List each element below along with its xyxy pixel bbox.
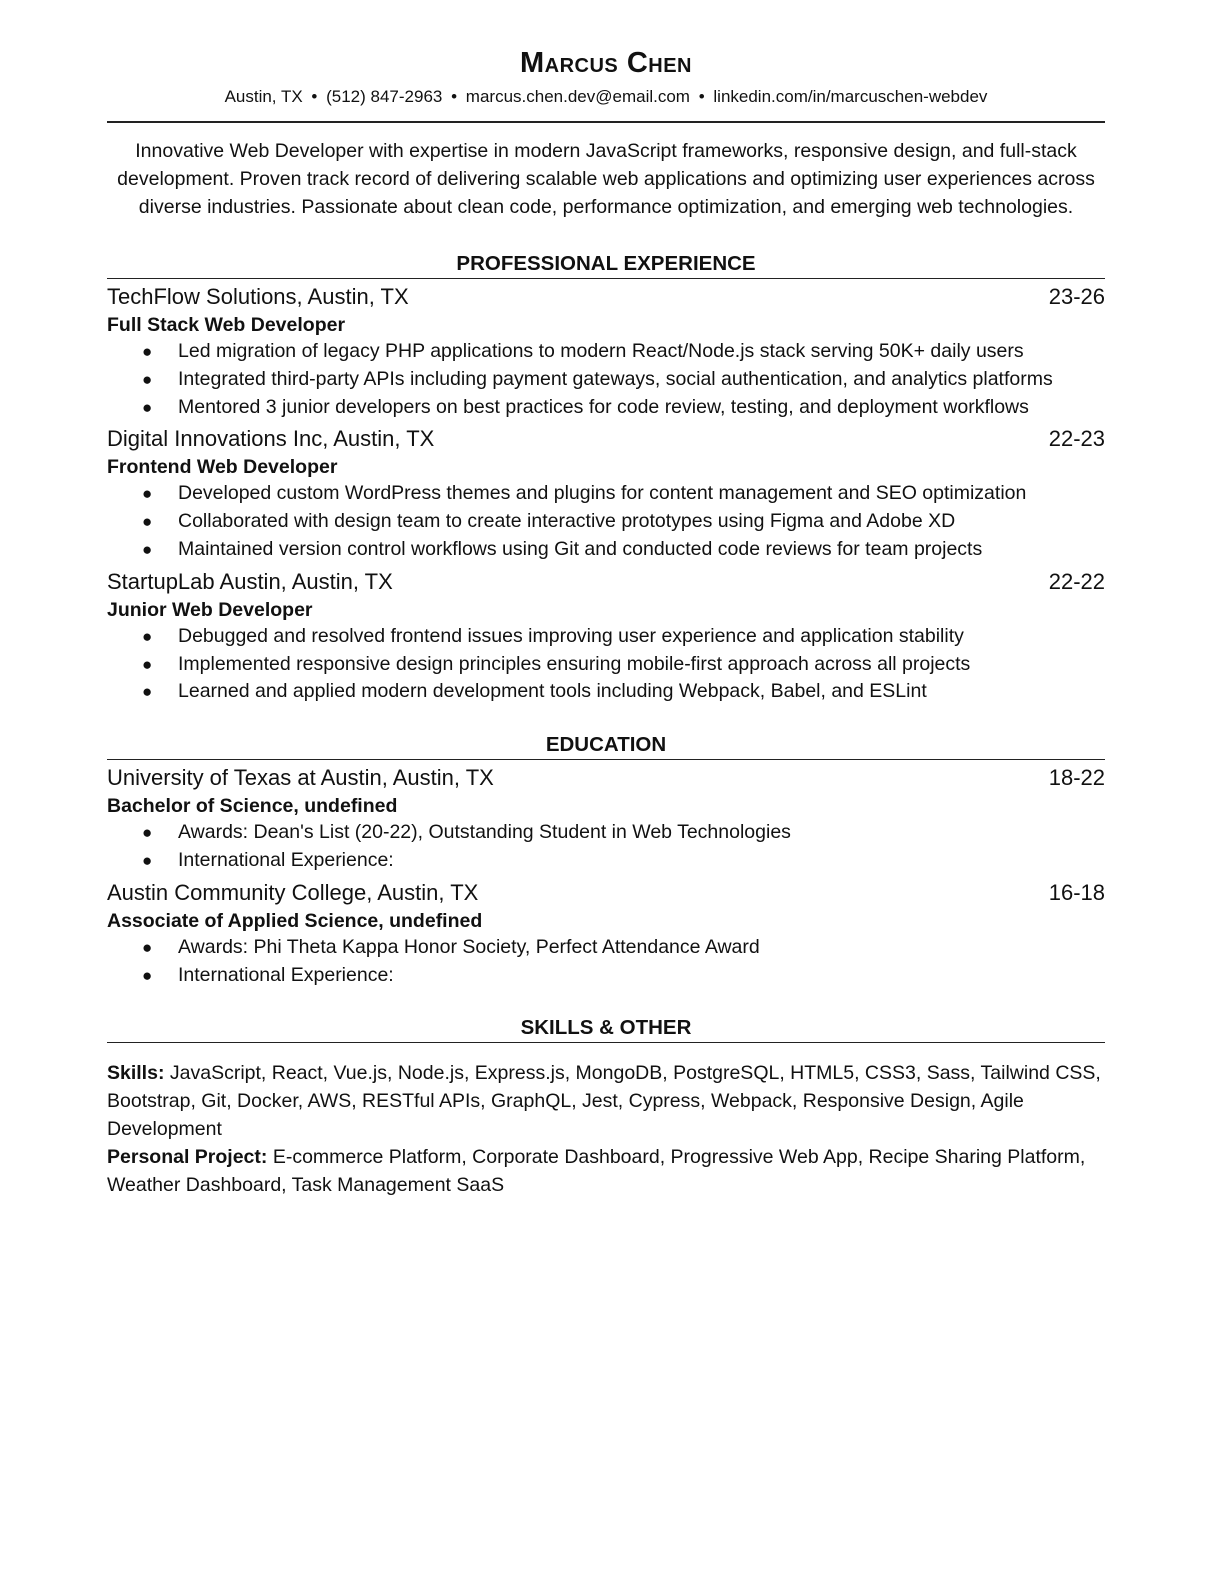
bullet-text: Led migration of legacy PHP applications to modern React/Node.js stack serving 50K+ daily users — [178, 340, 1024, 362]
employer: StartupLab Austin, Austin, TX — [107, 568, 393, 594]
bullet-text: Integrated third-party APIs including payment gateways, social authentication, and analytics platforms — [178, 367, 1053, 390]
bullet-list — [107, 480, 1105, 563]
bullet-list — [107, 623, 1105, 706]
job-title: Frontend Web Developer — [107, 456, 338, 479]
section-title-education: EDUCATION — [107, 732, 1105, 760]
bullet-text: Mentored 3 junior developers on best practices for code review, testing, and deployment workflows — [178, 395, 1029, 418]
bullet-icon: ● — [142, 397, 153, 417]
bullet-item — [107, 651, 1105, 679]
bullet-item — [107, 536, 1105, 564]
degree: Bachelor of Science, undefined — [107, 795, 398, 818]
bullet-text: Implemented responsive design principles ensuring mobile-first approach across all projects — [178, 652, 971, 675]
candidate-name: Marcus Chen — [520, 47, 692, 79]
bullet-list — [107, 819, 1105, 875]
degree: Associate of Applied Science, undefined — [107, 909, 483, 932]
bullet-item — [107, 678, 1105, 706]
bullet-item — [107, 847, 1105, 875]
contact-separator: • — [698, 87, 705, 106]
bullet-item — [107, 819, 1105, 847]
contact-line — [107, 85, 1105, 109]
contact-location: Austin, TX — [224, 87, 303, 106]
experience-entry — [107, 567, 1105, 706]
experience-entry — [107, 282, 1105, 421]
bullet-icon: ● — [142, 850, 153, 870]
bullet-text: Maintained version control workflows using Git and conducted code reviews for team projects — [178, 537, 983, 560]
bullet-text: International Experience: — [178, 963, 394, 986]
bullet-text: Debugged and resolved frontend issues improving user experience and application stability — [178, 624, 964, 647]
bullet-icon: ● — [142, 937, 153, 957]
header-divider — [107, 121, 1105, 123]
entry-header — [107, 878, 1105, 908]
entry-header — [107, 424, 1105, 454]
bullet-text: Awards: Dean's List (20-22), Outstanding Student in Web Technologies — [178, 821, 791, 844]
skills-text: JavaScript, React, Vue.js, Node.js, Express.js, MongoDB, PostgreSQL, HTML5, CSS3, Sass, Tailwind CSS, Bootstrap, Git, Docker, AWS, RESTful APIs, GraphQL, Jest, Cypress, Webpack, Responsive Design, Agile Development — [107, 1062, 1101, 1141]
job-title: Junior Web Developer — [107, 598, 313, 621]
skills-label: Skills: — [107, 1062, 165, 1085]
bullet-icon: ● — [142, 823, 153, 843]
bullet-item — [107, 623, 1105, 651]
bullet-icon: ● — [142, 512, 153, 532]
bullet-list — [107, 934, 1105, 990]
section-title-skills: SKILLS & OTHER — [107, 1015, 1105, 1043]
bullet-icon: ● — [142, 654, 153, 674]
professional-summary: Innovative Web Developer with expertise in modern JavaScript frameworks, responsive design, and full-stack development. Proven track record of delivering scalable web applications and optimizing user experiences across diverse industries. Passionate about clean code, performance optimization, and emerging web technologies. — [117, 140, 1095, 218]
contact-email: marcus.chen.dev@email.com — [465, 87, 690, 106]
bullet-icon: ● — [142, 626, 153, 646]
bullet-item — [107, 480, 1105, 508]
experience-entry — [107, 424, 1105, 563]
employer: Digital Innovations Inc, Austin, TX — [107, 426, 435, 452]
school: Austin Community College, Austin, TX — [107, 879, 479, 905]
bullet-item — [107, 934, 1105, 962]
bullet-item — [107, 962, 1105, 990]
bullet-item — [107, 508, 1105, 536]
bullet-icon: ● — [142, 342, 153, 361]
education-dates: 16-18 — [1048, 879, 1105, 905]
bullet-text: Developed custom WordPress themes and plugins for content management and SEO optimization — [178, 482, 1027, 505]
employment-dates: 22-23 — [1048, 426, 1105, 452]
bullet-text: Collaborated with design team to create interactive prototypes using Figma and Adobe XD — [178, 510, 956, 533]
bullet-text: Learned and applied modern development tools including Webpack, Babel, and ESLint — [178, 680, 927, 703]
employment-dates: 22-22 — [1048, 568, 1105, 594]
school: University of Texas at Austin, Austin, TX — [107, 765, 494, 791]
bullet-icon: ● — [142, 484, 153, 504]
bullet-item — [107, 366, 1105, 394]
contact-separator: • — [311, 87, 318, 106]
job-title: Full Stack Web Developer — [107, 314, 346, 336]
bullet-icon: ● — [142, 369, 153, 389]
education-entry — [107, 878, 1105, 990]
contact-phone: (512) 847-2963 — [326, 87, 443, 106]
bullet-text: International Experience: — [178, 848, 394, 871]
skills-block — [107, 1059, 1105, 1199]
education-entry — [107, 763, 1105, 875]
bullet-item — [107, 394, 1105, 422]
entry-header — [107, 282, 1105, 312]
employer: TechFlow Solutions, Austin, TX — [107, 284, 409, 309]
bullet-text: Awards: Phi Theta Kappa Honor Society, Perfect Attendance Award — [178, 935, 760, 958]
personal-project-label: Personal Project: — [107, 1146, 268, 1169]
bullet-icon: ● — [142, 682, 153, 702]
contact-linkedin: linkedin.com/in/marcuschen-webdev — [713, 87, 988, 106]
personal-project-line — [107, 1143, 1105, 1199]
bullet-list — [107, 338, 1105, 421]
contact-separator: • — [451, 87, 458, 106]
education-dates: 18-22 — [1048, 765, 1105, 791]
entry-header — [107, 763, 1105, 793]
skills-line — [107, 1059, 1105, 1143]
bullet-icon: ● — [142, 539, 153, 559]
section-title-experience: PROFESSIONAL EXPERIENCE — [107, 251, 1105, 279]
bullet-icon: ● — [142, 965, 153, 985]
bullet-item — [107, 338, 1105, 366]
entry-header — [107, 567, 1105, 597]
personal-project-text: E-commerce Platform, Corporate Dashboard, Progressive Web App, Recipe Sharing Platform, Weather Dashboard, Task Management SaaS — [107, 1146, 1086, 1197]
employment-dates: 23-26 — [1048, 284, 1105, 309]
